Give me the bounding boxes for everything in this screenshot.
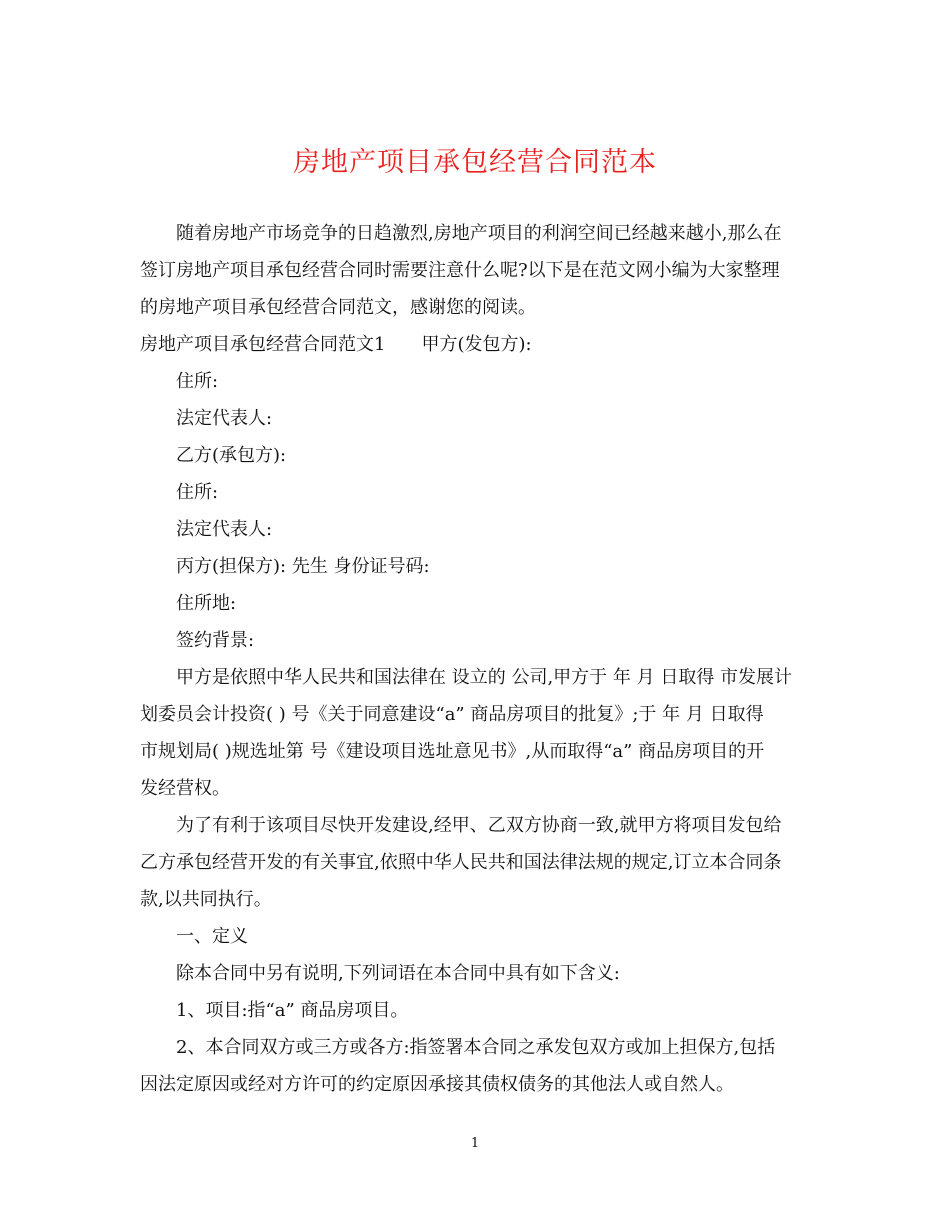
field-signing-background: 签约背景: [176,630,255,651]
intro-line-1: 随着房地产市场竞争的日趋激烈,房地产项目的利润空间已经越来越小,那么在 [176,223,782,244]
page-number: 1 [470,1136,480,1151]
background-line-1: 甲方是依照中华人民共和国法律在 设立的 公司,甲方于 年 月 日取得 市发展计 [176,667,793,688]
background-line-4: 发经营权。 [140,778,230,799]
purpose-line-1: 为了有利于该项目尽快开发建设,经甲、乙双方协商一致,就甲方将项目发包给 [176,815,782,836]
definitions-heading: 一、定义 [176,926,248,947]
definitions-intro: 除本合同中另有说明,下列词语在本合同中具有如下含义: [176,963,620,984]
section-heading-row [140,333,532,357]
background-line-2: 划委员会计投资( ) 号《关于同意建设“a” 商品房项目的批复》;于 年 月 日取得 [140,704,764,725]
field-address-b: 住所: [176,482,219,503]
field-legal-rep-b: 法定代表人: [176,519,273,540]
intro-line-2: 签订房地产项目承包经营合同时需要注意什么呢?以下是在范文网小编为大家整理 [140,260,780,281]
field-address-a: 住所: [176,371,219,392]
party-a-label: 甲方(发包方): [421,334,532,355]
definition-1: 1、项目:指“a” 商品房项目。 [176,1000,409,1021]
field-party-c: 丙方(担保方): 先生 身份证号码: [176,556,430,577]
field-address-c: 住所地: [176,593,237,614]
section-heading: 房地产项目承包经营合同范文1 [140,334,386,355]
purpose-line-2: 乙方承包经营开发的有关事宜,依照中华人民共和国法律法规的规定,订立本合同条 [140,852,782,873]
definition-2-line-2: 因法定原因或经对方许可的约定原因承接其债权债务的其他法人或自然人。 [140,1074,734,1095]
field-legal-rep-a: 法定代表人: [176,408,273,429]
purpose-line-3: 款,以共同执行。 [140,889,272,910]
background-line-3: 市规划局( )规选址第 号《建设项目选址意见书》,从而取得“a” 商品房项目的开 [140,741,765,762]
document-title: 房地产项目承包经营合同范本 [293,147,657,178]
definition-2-line-1: 2、本合同双方或三方或各方:指签署本合同之承发包双方或加上担保方,包括 [176,1037,776,1058]
intro-line-3: 的房地产项目承包经营合同范文，感谢您的阅读。 [140,297,536,318]
field-party-b: 乙方(承包方): [176,445,287,466]
